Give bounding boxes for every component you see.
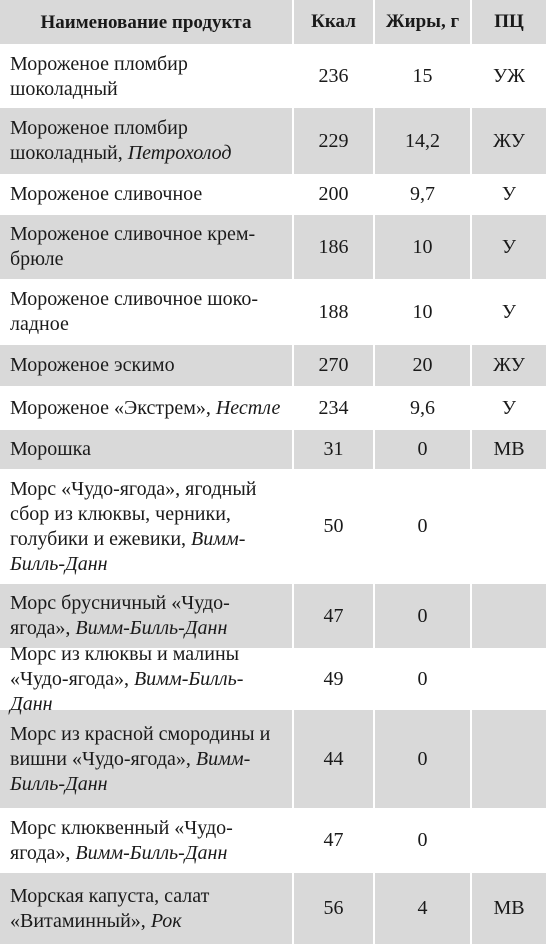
product-brand: Вимм-Билль-Данн <box>75 617 228 639</box>
header-fat: Жиры, г <box>375 0 472 44</box>
product-name-cell <box>0 873 294 944</box>
product-brand: Нестле <box>215 396 281 419</box>
fat-value: 0 <box>375 584 472 648</box>
product-name-cell <box>0 584 294 648</box>
table-row <box>0 46 546 108</box>
table-row <box>0 430 546 470</box>
kcal-value: 234 <box>294 387 375 429</box>
product-name-cell <box>0 430 294 469</box>
fat-value: 10 <box>375 280 472 344</box>
fat-value: 20 <box>375 345 472 386</box>
product-brand: Вимм-Билль-Данн <box>10 667 244 715</box>
product-name-cell <box>0 108 294 174</box>
fat-value: 0 <box>375 809 472 872</box>
kcal-value: 270 <box>294 345 375 386</box>
pc-value: ЖУ <box>493 129 525 152</box>
product-name: Мороженое сливочное крем-брюле <box>10 223 256 270</box>
kcal-value: 236 <box>294 46 375 107</box>
kcal-value: 200 <box>294 175 375 214</box>
product-name-cell <box>0 642 294 715</box>
kcal-value: 49 <box>294 649 375 709</box>
header-pc: ПЦ <box>494 11 524 32</box>
table-header-row <box>0 0 546 46</box>
kcal-value: 50 <box>294 470 375 583</box>
kcal-value: 56 <box>294 873 375 944</box>
product-name-cell <box>0 470 294 583</box>
fat-value: 15 <box>375 46 472 107</box>
table-row <box>0 642 546 715</box>
product-brand: Рок <box>150 909 182 932</box>
product-name-cell <box>0 345 294 386</box>
table-row <box>0 873 546 944</box>
pc-value: ЖУ <box>493 354 525 376</box>
table-row <box>0 345 546 387</box>
fat-value: 0 <box>375 710 472 808</box>
table-row <box>0 175 546 215</box>
kcal-value: 44 <box>294 710 375 808</box>
kcal-value: 47 <box>294 809 375 872</box>
pc-value <box>472 649 546 709</box>
product-brand: Вимм-Билль-Данн <box>75 841 228 864</box>
table-row <box>0 710 546 809</box>
product-name-cell <box>0 175 294 214</box>
pc-value: МВ <box>493 438 525 460</box>
fat-value: 14,2 <box>375 108 472 174</box>
product-brand: Петрохолод <box>127 142 232 164</box>
product-name-cell <box>0 387 294 429</box>
product-name-cell <box>0 280 294 344</box>
product-name: Морс из клюквы и малины «Чудо-ягода», <box>10 642 240 690</box>
product-name: Мороженое пломбир шоколадный, <box>10 117 188 164</box>
fat-value: 0 <box>375 649 472 709</box>
product-name-cell <box>0 215 294 279</box>
pc-value: УЖ <box>492 65 526 87</box>
product-name-cell <box>0 710 294 808</box>
fat-value: 4 <box>375 873 472 944</box>
kcal-value: 229 <box>294 108 375 174</box>
kcal-value: 31 <box>294 430 375 469</box>
product-brand: Вимм-Билль-Данн <box>10 747 251 795</box>
kcal-value: 186 <box>294 215 375 279</box>
pc-value: У <box>501 235 517 258</box>
product-name: Морошка <box>10 438 91 460</box>
header-kcal: Ккал <box>294 0 375 44</box>
table-row <box>0 280 546 345</box>
product-brand: Вимм-Билль-Данн <box>10 527 246 575</box>
pc-value <box>472 710 546 808</box>
fat-value: 10 <box>375 215 472 279</box>
fat-value: 9,7 <box>375 175 472 214</box>
fat-value: 9,6 <box>375 387 472 429</box>
kcal-value: 47 <box>294 584 375 648</box>
product-name-cell <box>0 46 294 107</box>
pc-value: У <box>501 396 517 419</box>
header-name: Наименование продукта <box>0 0 294 44</box>
product-name: Мороженое пломбир шоколадный <box>10 52 188 100</box>
product-name: Мороженое эскимо <box>10 354 175 376</box>
pc-value: У <box>501 183 517 205</box>
kcal-value: 188 <box>294 280 375 344</box>
pc-value <box>472 809 546 872</box>
table-row <box>0 470 546 584</box>
pc-value: МВ <box>493 897 525 919</box>
fat-value: 0 <box>375 430 472 469</box>
pc-value <box>472 584 546 648</box>
product-name: Морс «Чудо-ягода», ягодный сбор из клюквы, черники, голубики и ежевики, <box>10 477 257 550</box>
table-row <box>0 108 546 175</box>
product-name: Морс из красной смородины и вишни «Чудо-ягода», <box>10 722 271 770</box>
table-row <box>0 387 546 430</box>
product-name-cell <box>0 809 294 872</box>
table-row <box>0 809 546 873</box>
table-row <box>0 584 546 649</box>
product-name: Морская капуста, салат «Витаминный», <box>10 884 210 932</box>
pc-value: У <box>501 300 517 323</box>
product-name: Мороженое сливочное шоко-ладное <box>10 288 259 335</box>
product-name: Морс брусничный «Чудо-ягода», <box>10 592 230 639</box>
product-name: Морс клюквенный «Чудо-ягода», <box>10 816 233 864</box>
product-name: Мороженое сливочное <box>10 183 203 205</box>
pc-value <box>472 470 546 583</box>
table-row <box>0 215 546 280</box>
fat-value: 0 <box>375 470 472 583</box>
product-name: Мороженое «Экстрем», <box>10 396 216 419</box>
